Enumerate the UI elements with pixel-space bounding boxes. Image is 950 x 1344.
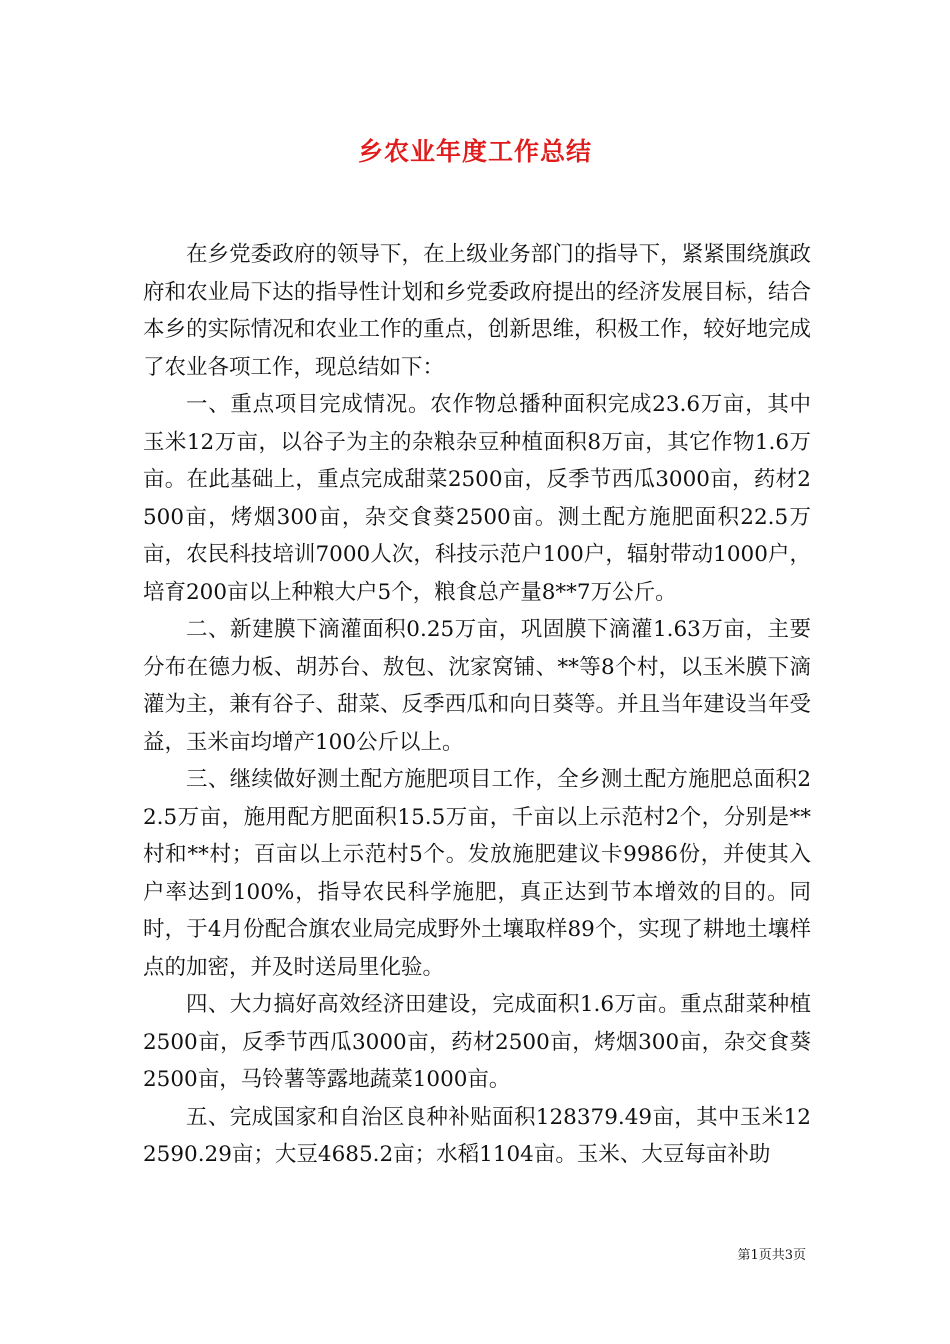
document-body [143,236,811,1174]
paragraph-intro: 在乡党委政府的领导下，在上级业务部门的指导下，紧紧围绕旗政府和农业局下达的指导性计划和乡党委政府提出的经济发展目标，结合本乡的实际情况和农业工作的重点，创新思维，积极工作，较好地完成了农业各项工作，现总结如下： [143,242,811,380]
document-title: 乡农业年度工作总结 [357,137,592,166]
paragraph-seed-subsidy: 五、完成国家和自治区良种补贴面积128379.49亩，其中玉米122590.29亩；大豆4685.2亩；水稻1104亩。玉米、大豆每亩补助 [143,1104,811,1167]
paragraph-soil-testing: 三、继续做好测土配方施肥项目工作，全乡测土配方施肥总面积22.5万亩，施用配方肥面积15.5万亩，千亩以上示范村2个，分别是**村和**村；百亩以上示范村5个。发放施肥建议卡9986份，并使其入户率达到100%，指导农民科学施肥，真正达到节本增效的目的。同时，于4月份配合旗农业局完成野外土壤取样89个，实现了耕地土壤样点的加密，并及时送局里化验。 [143,767,811,980]
paragraph-economic-fields: 四、大力搞好高效经济田建设，完成面积1.6万亩。重点甜菜种植2500亩，反季节西瓜3000亩，药材2500亩，烤烟300亩，杂交食葵2500亩，马铃薯等露地蔬菜1000亩。 [143,992,811,1092]
page-number-footer: 第1页共3页 [737,1248,806,1263]
paragraph-drip-irrigation: 二、新建膜下滴灌面积0.25万亩，巩固膜下滴灌1.63万亩，主要分布在德力板、胡苏台、敖包、沈家窝铺、**等8个村，以玉米膜下滴灌为主，兼有谷子、甜菜、反季西瓜和向日葵等。并且当年建设当年受益，玉米亩均增产100公斤以上。 [143,617,811,755]
paragraph-key-projects: 一、重点项目完成情况。农作物总播种面积完成23.6万亩，其中玉米12万亩，以谷子为主的杂粮杂豆种植面积8万亩，其它作物1.6万亩。在此基础上，重点完成甜菜2500亩，反季节西瓜3000亩，药材2500亩，烤烟300亩，杂交食葵2500亩。测土配方施肥面积22.5万亩，农民科技培训7000人次，科技示范户100户，辐射带动1000户，培育200亩以上种粮大户5个，粮食总产量8**7万公斤。 [143,392,811,605]
